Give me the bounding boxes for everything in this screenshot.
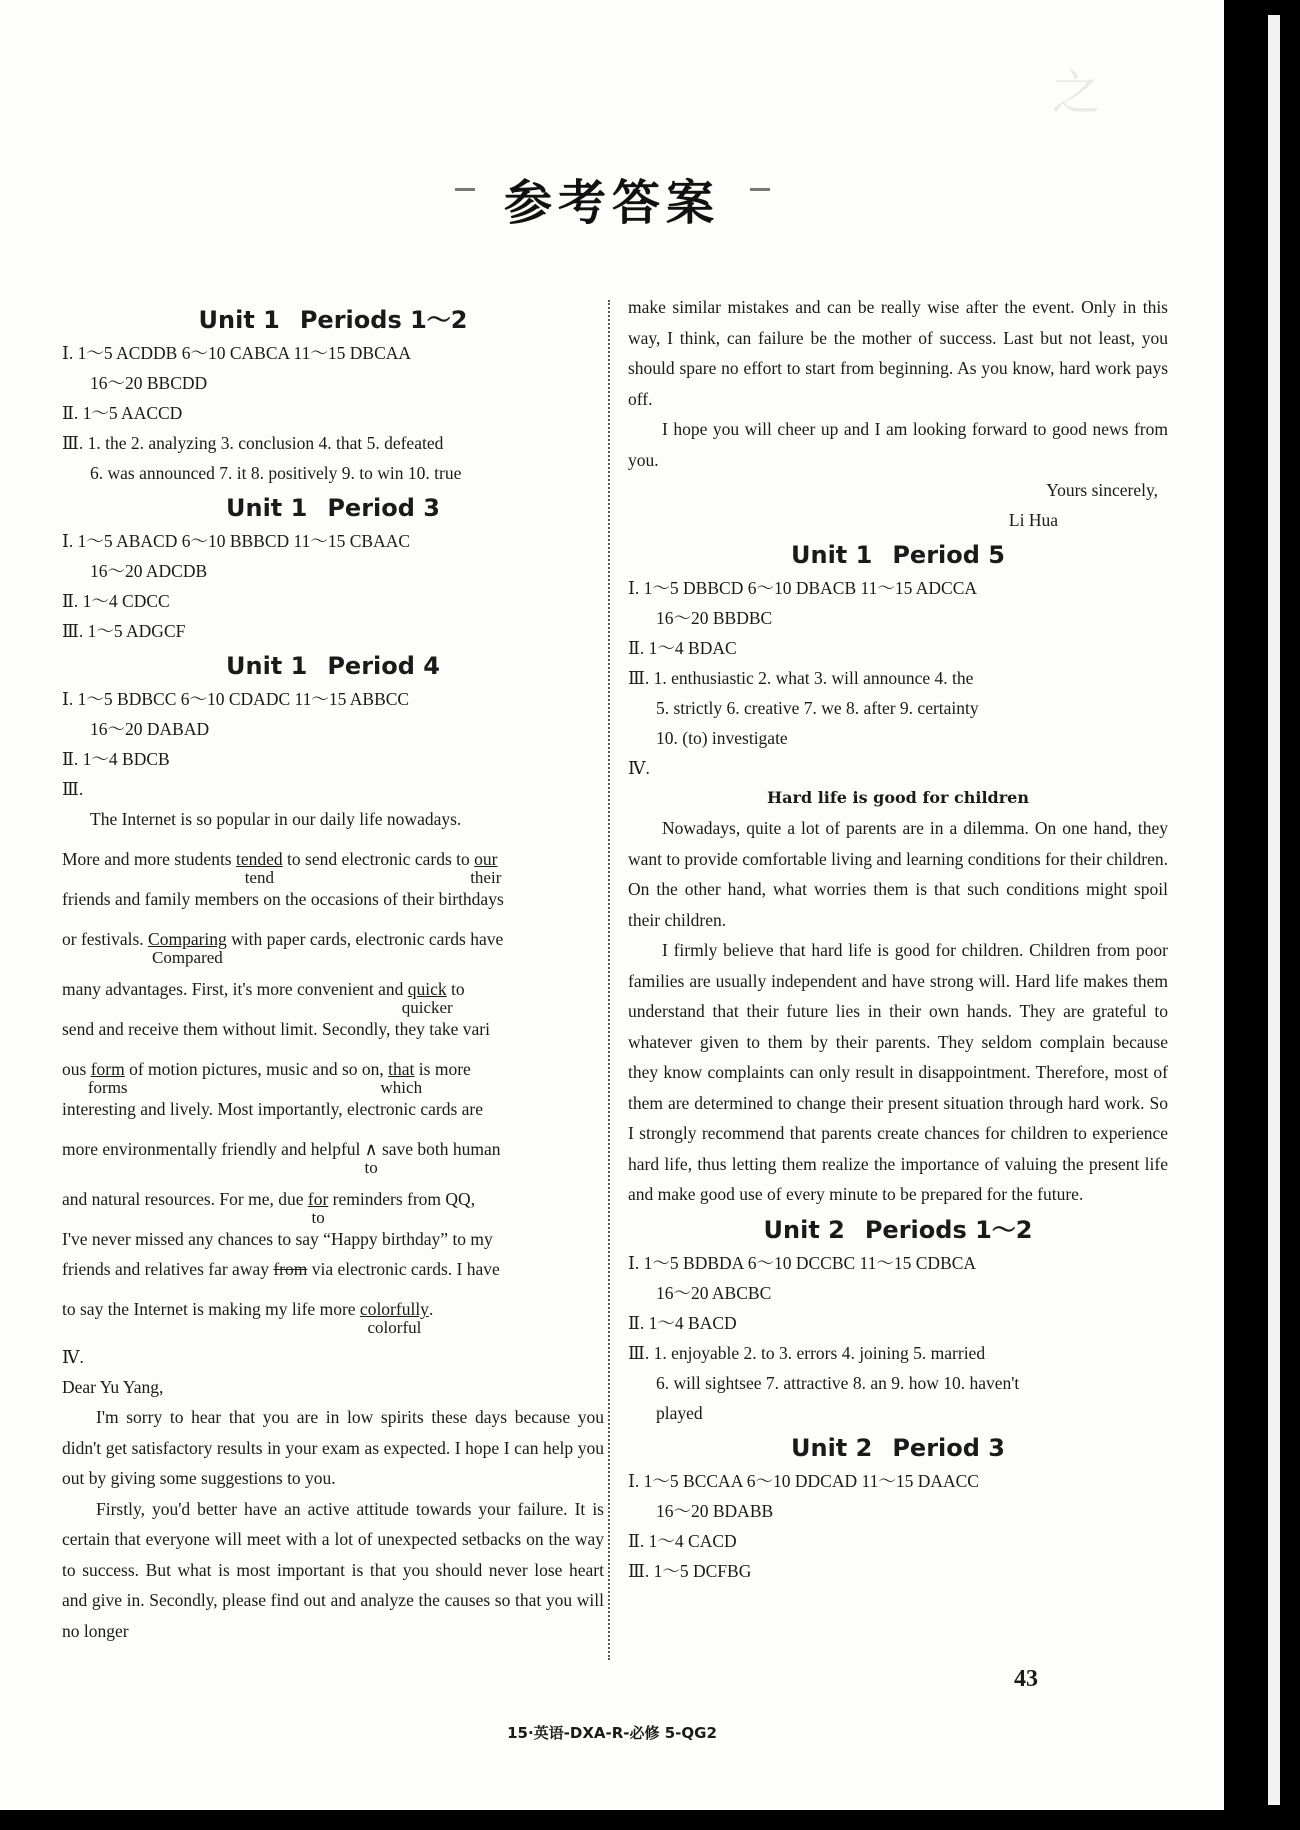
letter-paragraph: I'm sorry to hear that you are in low spirits these days because you didn't get satisfactory results in your exam as expected. I hope I can help you out by giving some suggestions to you. — [62, 1407, 604, 1488]
corrected-word — [359, 1284, 429, 1337]
text-run: More and more students — [62, 849, 236, 869]
correction: tend — [244, 868, 274, 887]
answer-line: Ⅰ. 1～5 ACDDB 6～10 CABCA 11～15 DBCAA — [62, 343, 412, 363]
original-word: that — [388, 1059, 415, 1079]
correction: Compared — [151, 948, 223, 967]
answer-line: 16～20 ABCBC — [656, 1282, 772, 1303]
unit-label: Unit 1 — [226, 652, 308, 680]
answer-line: Ⅲ. 1～5 ADGCF — [62, 621, 186, 641]
corrected-word — [380, 1044, 423, 1097]
letter-signature: Li Hua — [1008, 510, 1058, 530]
text-run: with paper cards, electronic cards have — [226, 929, 504, 949]
answer-line: Ⅰ. 1～5 BDBDA 6～10 DCCBC 11～15 CDBCA — [628, 1252, 977, 1273]
correction: colorful — [367, 1318, 422, 1337]
answer-line: 16～20 BBCDD — [90, 373, 208, 393]
original-word: quick — [407, 979, 447, 999]
unit-label: Unit 2 — [763, 1215, 845, 1244]
period-label: Periods 1～2 — [864, 1215, 1033, 1244]
original-word: for — [307, 1189, 329, 1209]
answer-line: Ⅲ. 1. the 2. analyzing 3. conclusion 4. that 5. defeated — [62, 433, 444, 453]
original-word: Comparing — [148, 929, 227, 949]
answer-line: Ⅱ. 1～4 BDCB — [62, 749, 170, 769]
letter-paragraph: Firstly, you'd better have an active attitude towards your failure. It is certain that everyone will meet with a lot of unexpected setbacks on the way to success. But what is most important is that you should never lose heart and give in. Secondly, please find out and analyze the causes so that you will no longer — [62, 1498, 604, 1641]
correction-line — [62, 1174, 604, 1227]
correction: to — [364, 1158, 378, 1177]
section-heading — [628, 1430, 1168, 1466]
text-run: is more — [414, 1059, 471, 1079]
answer-line: 16～20 BDABB — [656, 1500, 774, 1521]
correction-line — [62, 834, 604, 887]
letter-salutation: Dear Yu Yang, — [62, 1377, 164, 1397]
answer-line: 5. strictly 6. creative 7. we 8. after 9. certainty — [656, 698, 979, 718]
unit-label: Unit 2 — [791, 1433, 873, 1462]
letter-paragraph: make similar mistakes and can be really wise after the event. Only in this way, I think, can failure be the mother of success. Last but not least, you should spare no effort to start from beginning. As you know, hard work pays off. — [628, 297, 1168, 409]
unit-label: Unit 1 — [226, 494, 308, 522]
answer-line: Ⅱ. 1～4 BACD — [628, 1312, 737, 1333]
correction-line: The Internet is so popular in our daily life nowadays. — [90, 809, 462, 829]
answer-line: Ⅲ. 1～5 DCFBG — [628, 1560, 752, 1581]
section-heading — [62, 490, 604, 526]
correction: quicker — [401, 998, 453, 1017]
correction-line — [62, 1254, 604, 1284]
correction-line — [62, 1124, 604, 1177]
section-heading — [628, 1212, 1168, 1248]
correction-line: interesting and lively. Most importantly, electronic cards are — [62, 1099, 483, 1119]
section-heading — [628, 537, 1168, 573]
letter-paragraph: I hope you will cheer up and I am looking forward to good news from you. — [628, 419, 1168, 470]
section-heading — [62, 302, 604, 338]
inserted-word — [364, 1124, 378, 1177]
column-divider — [608, 300, 610, 1660]
correction-line — [62, 1284, 604, 1337]
essay-paragraph: I firmly believe that hard life is good for children. Children from poor families are usually independent and have strong will. Hard life makes them understand that their future lies in their own hands. They are grateful to whatever given to them by their parents. They seldom complain because they know complaints can only result in disappointment. Therefore, most of them are determined to change their present situation through hard work. So I strongly recommend that parents create chances for children to experience hard life, thus letting them realize the importance of valuing the present life and make good use of every minute to be prepared for the future. — [628, 940, 1168, 1204]
answer-line: 10. (to) investigate — [656, 728, 788, 748]
text-run: reminders from QQ, — [328, 1189, 476, 1209]
scan-edge-bottom — [0, 1810, 1300, 1830]
page-title: 参考答案 — [503, 175, 720, 231]
answer-line: Ⅲ. 1. enjoyable 2. to 3. errors 4. joining 5. married — [628, 1342, 986, 1363]
corrected-word — [148, 914, 227, 967]
text-run: save both human — [377, 1139, 501, 1159]
unit-label: Unit 1 — [791, 541, 873, 569]
answer-line: Ⅲ. — [62, 779, 84, 799]
page-number: 43 — [1014, 1666, 1038, 1692]
correction-line — [62, 964, 604, 1017]
answer-line: 16～20 ADCDB — [90, 561, 208, 581]
text-run: to send electronic cards to — [282, 849, 475, 869]
text-run: via electronic cards. I have — [307, 1259, 500, 1279]
page-footer: 15·英语-DXA-R-必修 5-QG2 — [507, 1724, 717, 1742]
answer-line: 6. will sightsee 7. attractive 8. an 9. how 10. haven't — [656, 1372, 1020, 1393]
text-run: of motion pictures, music and so on, — [124, 1059, 389, 1079]
corrected-word — [236, 834, 283, 887]
unit-label: Unit 1 — [198, 306, 280, 334]
deleted-word: from — [273, 1259, 308, 1279]
answer-line: Ⅰ. 1～5 BCCAA 6～10 DDCAD 11～15 DAACC — [628, 1470, 979, 1491]
correction-line — [62, 914, 604, 967]
left-column — [62, 300, 604, 1646]
original-word: form — [90, 1059, 125, 1079]
answer-line: Ⅰ. 1～5 BDBCC 6～10 CDADC 11～15 ABBCC — [62, 689, 410, 709]
answer-line: Ⅲ. 1. enthusiastic 2. what 3. will announce 4. the — [628, 668, 974, 688]
corrected-word — [307, 1174, 329, 1227]
answer-line: 16～20 DABAD — [90, 719, 210, 739]
answer-line: 6. was announced 7. it 8. positively 9. to win 10. true — [90, 463, 462, 483]
text-run: to say the Internet is making my life more — [62, 1299, 360, 1319]
corrected-word — [470, 834, 502, 887]
period-label: Periods 1～2 — [299, 306, 468, 334]
corrected-word — [401, 964, 453, 1017]
essay-title: Hard life is good for children — [767, 788, 1029, 807]
section-heading — [62, 648, 604, 684]
text-run: ous — [62, 1059, 91, 1079]
period-label: Period 4 — [327, 652, 440, 680]
answer-line: Ⅱ. 1～4 CACD — [628, 1530, 737, 1551]
answer-line: Ⅳ. — [62, 1347, 84, 1367]
text-run: many advantages. First, it's more convenient and — [62, 979, 408, 999]
correction: forms — [87, 1078, 128, 1097]
answer-line: Ⅱ. 1～5 AACCD — [62, 403, 183, 423]
answer-line: Ⅱ. 1～4 CDCC — [62, 591, 170, 611]
text-run: friends and relatives far away — [62, 1259, 274, 1279]
text-run: more environmentally friendly and helpful — [62, 1139, 365, 1159]
correction-line: friends and family members on the occasions of their birthdays — [62, 889, 504, 909]
answer-line: played — [656, 1402, 703, 1423]
text-run: and natural resources. For me, due — [62, 1189, 308, 1209]
answer-line: 16～20 BBDBC — [656, 608, 773, 628]
correction-line: I've never missed any chances to say “Happy birthday” to my — [62, 1229, 493, 1249]
text-run: . — [428, 1299, 434, 1319]
corrected-word — [87, 1044, 128, 1097]
correction-line: send and receive them without limit. Secondly, they take vari — [62, 1019, 490, 1039]
essay-paragraph: Nowadays, quite a lot of parents are in a dilemma. On one hand, they want to provide comfortable living and learning conditions for their children. On the other hand, what worries them is that such conditions might spoil their children. — [628, 818, 1168, 930]
text-run: or festivals. — [62, 929, 149, 949]
period-label: Period 5 — [892, 541, 1005, 569]
period-label: Period 3 — [327, 494, 440, 522]
correction: which — [380, 1078, 423, 1097]
text-run: to — [446, 979, 465, 999]
original-word: tended — [236, 849, 283, 869]
answer-line: Ⅰ. 1～5 ABACD 6～10 BBBCD 11～15 CBAAC — [62, 531, 411, 551]
original-word: our — [474, 849, 498, 869]
right-column — [628, 292, 1168, 1586]
correction: to — [311, 1208, 325, 1227]
answer-line: Ⅳ. — [628, 758, 650, 778]
original-word: colorfully — [359, 1299, 429, 1319]
letter-closing: Yours sincerely, — [1046, 480, 1158, 500]
answer-line: Ⅱ. 1～4 BDAC — [628, 638, 737, 658]
corner-mark: 之 — [1052, 65, 1101, 121]
scan-edge-right — [1224, 0, 1300, 1830]
correction-line — [62, 1044, 604, 1097]
correction: their — [470, 868, 502, 887]
scan-edge-highlight — [1268, 15, 1280, 1805]
answer-line: Ⅰ. 1～5 DBBCD 6～10 DBACB 11～15 ADCCA — [628, 578, 978, 598]
period-label: Period 3 — [892, 1433, 1005, 1462]
insert-mark: ∧ — [364, 1139, 378, 1159]
